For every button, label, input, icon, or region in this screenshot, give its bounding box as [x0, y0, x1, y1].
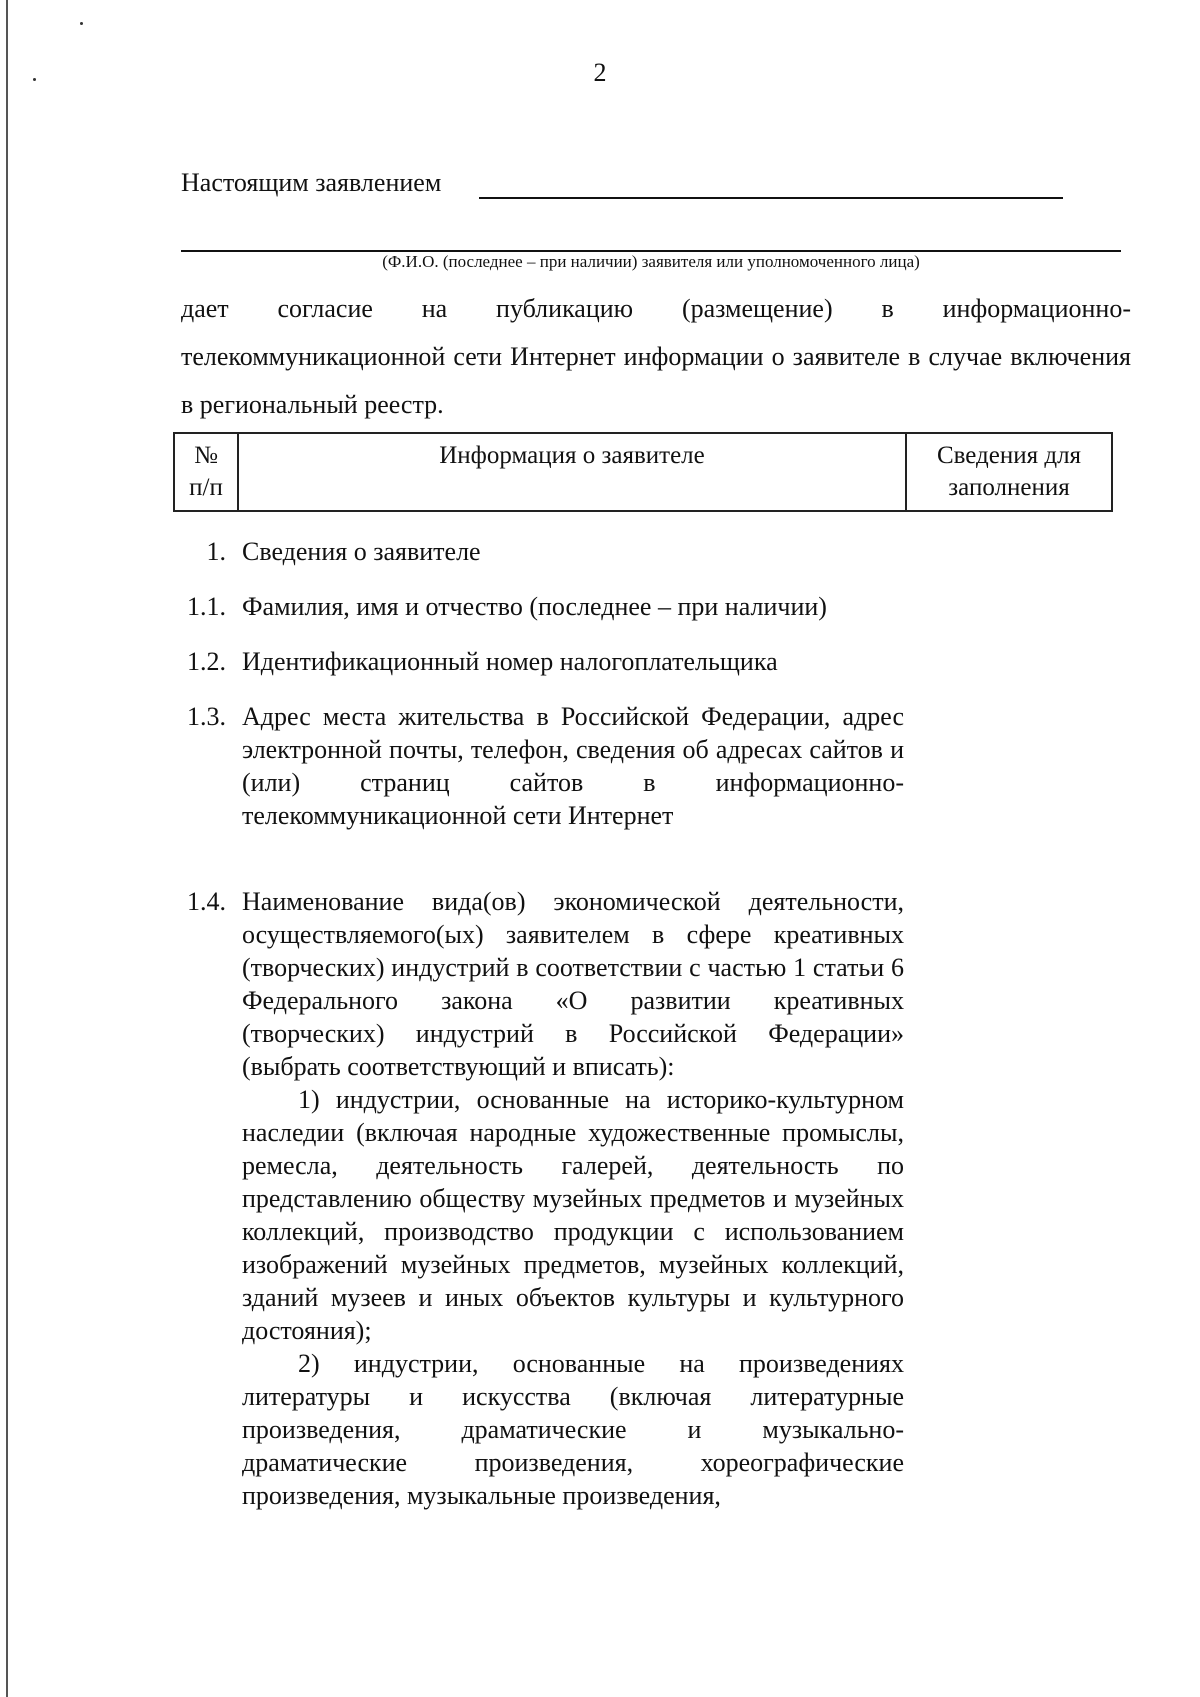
industry-item-1: 1) индустрии, основанные на историко-культурном наследии (включая народные художественные промыслы, ремесла, деятельность галерей, деятельность по представлению обществу музейных предметов и музейных коллекций, производство продукции с использованием изображений музейных предметов, музейных коллекций, зданий музеев и иных объектов культуры и культурного достояния); [242, 1085, 904, 1345]
row-text: Сведения о заявителе [242, 537, 481, 566]
fio-caption: (Ф.И.О. (последнее – при наличии) заявителя или уполномоченного лица) [382, 252, 920, 271]
table-header-row [174, 433, 1112, 511]
applicant-name-blank-line [479, 197, 1063, 199]
row-1-4-block [242, 885, 904, 1512]
scan-speck [80, 22, 83, 25]
page-left-edge-line [6, 0, 8, 1697]
row-text: Фамилия, имя и отчество (последнее – при наличии) [242, 592, 827, 621]
row-number: 1. [206, 537, 226, 566]
row-number: 1.2. [187, 647, 226, 676]
row-number: 1.3. [187, 702, 226, 731]
row-number: 1.4. [187, 887, 226, 916]
row-text: Наименование вида(ов) экономической деятельности, осуществляемого(ых) заявителем в сфере креативных (творческих) индустрий в соответствии с частью 1 статьи 6 Федерального закона «О развитии креативных (творческих) индустрий в Российской Федерации» (выбрать соответствующий и вписать): [242, 887, 904, 1081]
consent-paragraph: дает согласие на публикацию (размещение) в информационно-телекоммуникационной сети Интернет информации о заявителе в случае включения в региональный реестр. [181, 294, 1131, 419]
industry-item-2: 2) индустрии, основанные на произведениях литературы и искусства (включая литературные произведения, драматические и музыкально-драматические произведения, хореографические произведения, музыкальные произведения, [242, 1349, 904, 1510]
row-number: 1.1. [187, 592, 226, 621]
intro-text: Настоящим заявлением [181, 168, 442, 197]
page-number: 2 [593, 58, 607, 87]
row-text: Идентификационный номер налогоплательщика [242, 647, 778, 676]
info-table [173, 432, 1113, 512]
col-fill-header: Сведения для заполнения [906, 433, 1112, 511]
col-number-header: № п/п [174, 433, 238, 511]
row-text: Адрес места жительства в Российской Федерации, адрес электронной почты, телефон, сведения об адресах сайтов и (или) страниц сайтов в информационно-телекоммуникационной сети Интернет [242, 702, 904, 830]
col-info-header: Информация о заявителе [238, 433, 906, 511]
